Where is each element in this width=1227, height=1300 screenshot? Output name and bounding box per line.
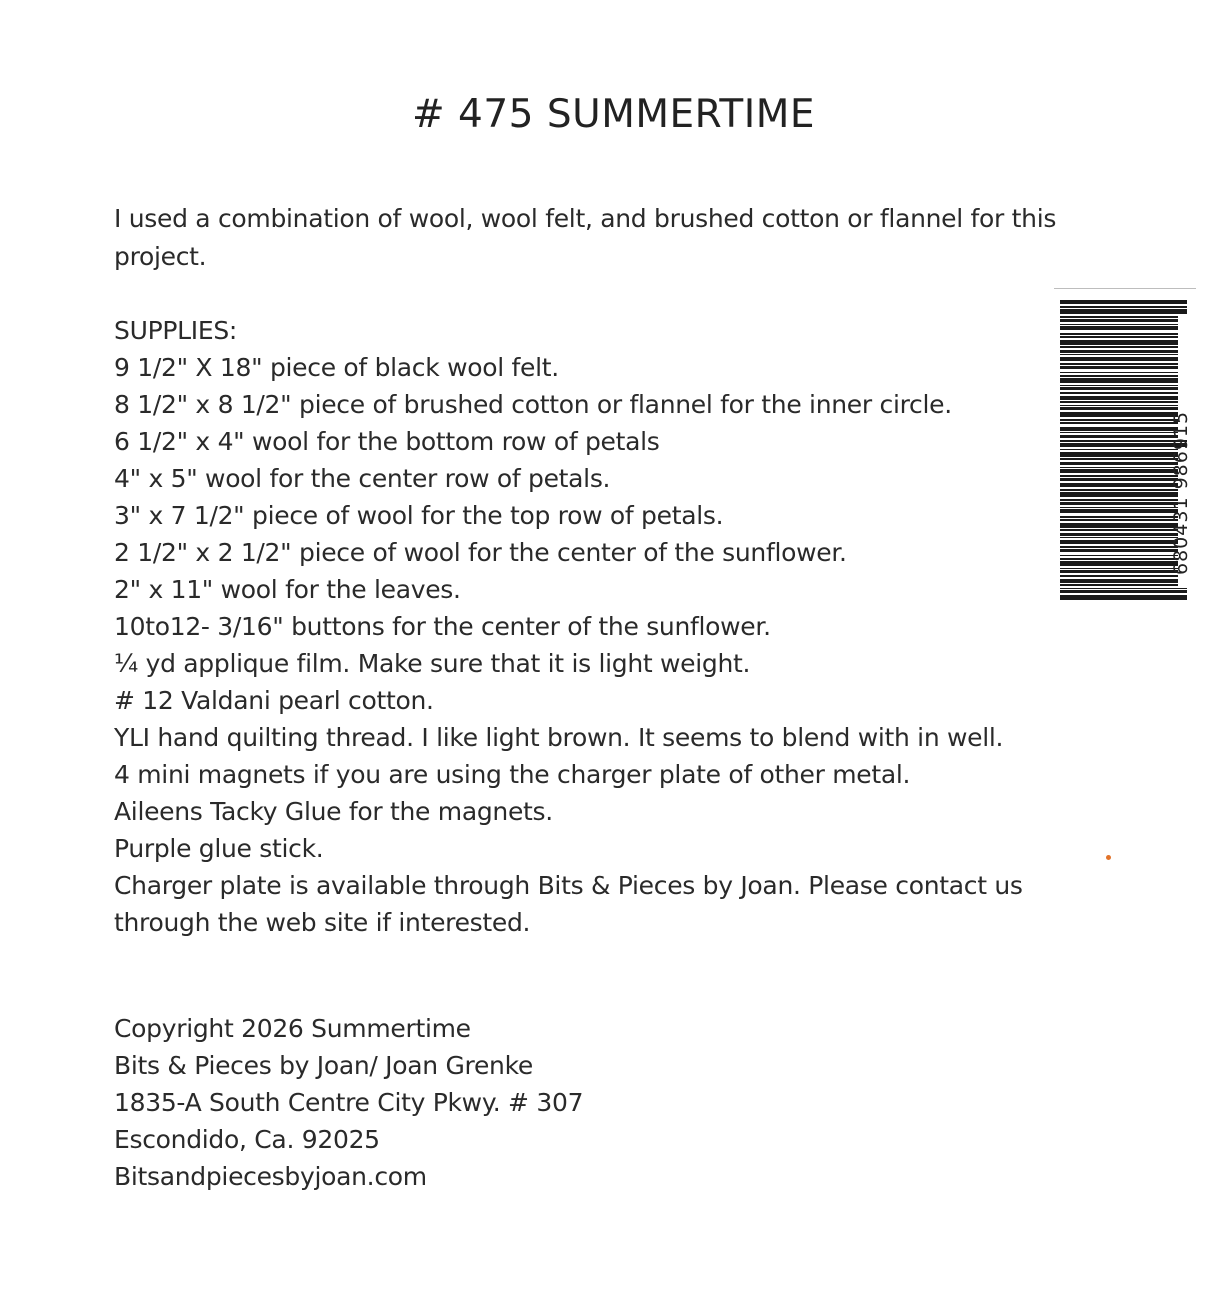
- intro-paragraph: I used a combination of wool, wool felt, and brushed cotton or flannel for this project.: [114, 204, 1057, 271]
- supply-item: Purple glue stick.: [114, 834, 324, 863]
- website-line: Bitsandpiecesbyjoan.com: [114, 1162, 427, 1191]
- supply-item: YLI hand quilting thread. I like light brown. It seems to blend with in well.: [114, 723, 1004, 752]
- page-title: # 475 SUMMERTIME: [411, 92, 816, 137]
- supply-item: 10to12- 3/16" buttons for the center of the sunflower.: [114, 612, 771, 641]
- company-line: Bits & Pieces by Joan/ Joan Grenke: [114, 1051, 533, 1080]
- supply-item: Charger plate is available through Bits & Pieces by Joan. Please contact us through the web site if interested.: [114, 871, 1023, 937]
- paper-speck: [1106, 855, 1111, 860]
- copyright-block: [114, 1010, 814, 1195]
- supply-item: 8 1/2" x 8 1/2" piece of brushed cotton or flannel for the inner circle.: [114, 390, 952, 419]
- supplies-list: [114, 312, 1054, 941]
- supply-item: 3" x 7 1/2" piece of wool for the top row of petals.: [114, 501, 724, 530]
- supply-item: 2" x 11" wool for the leaves.: [114, 575, 461, 604]
- supply-item: Aileens Tacky Glue for the magnets.: [114, 797, 553, 826]
- address-line: 1835-A South Centre City Pkwy. # 307: [114, 1088, 584, 1117]
- supply-item: 2 1/2" x 2 1/2" piece of wool for the center of the sunflower.: [114, 538, 847, 567]
- supply-item: ¼ yd applique film. Make sure that it is light weight.: [114, 649, 751, 678]
- city-line: Escondido, Ca. 92025: [114, 1125, 380, 1154]
- supply-item: 6 1/2" x 4" wool for the bottom row of petals: [114, 427, 660, 456]
- copyright-line: Copyright 2026 Summertime: [114, 1014, 471, 1043]
- supplies-heading: SUPPLIES:: [114, 316, 238, 345]
- barcode-number: 680431 986915: [1170, 410, 1192, 575]
- supply-item: 4" x 5" wool for the center row of petals.: [114, 464, 611, 493]
- supply-item: 4 mini magnets if you are using the charger plate of other metal.: [114, 760, 911, 789]
- supply-item: # 12 Valdani pearl cotton.: [114, 686, 434, 715]
- supply-item: 9 1/2" X 18" piece of black wool felt.: [114, 353, 559, 382]
